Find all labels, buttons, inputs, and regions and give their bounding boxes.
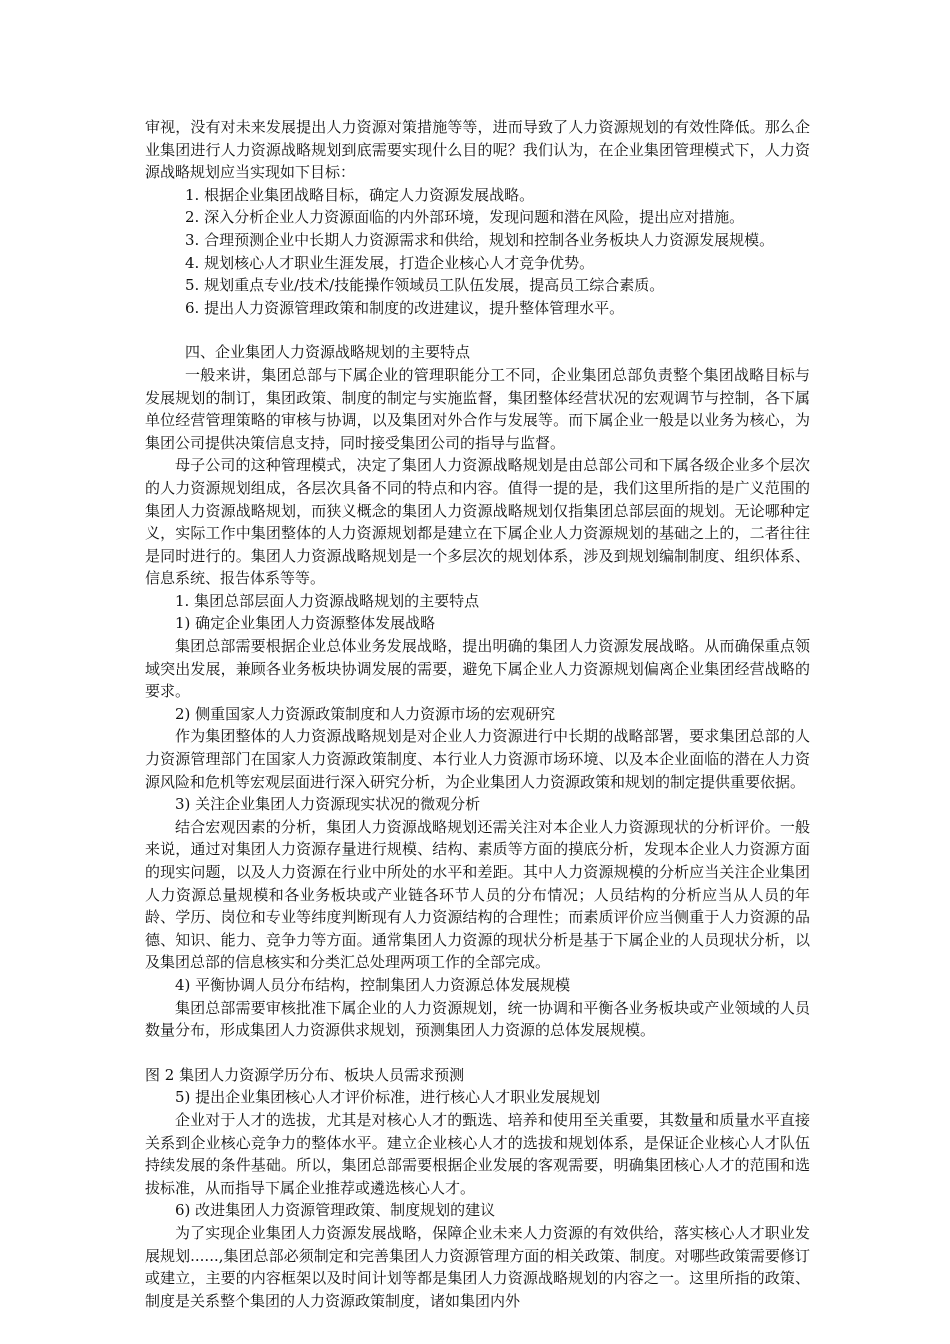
item-heading-4: 4) 平衡协调人员分布结构，控制集团人力资源总体发展规模 — [175, 975, 571, 994]
body-paragraph: 为了实现企业集团人力资源发展战略，保障企业未来人力资源的有效供给，落实核心人才职业发展规划......,集团总部必须制定和完善集团人力资源管理方面的相关政策、制度。对哪些政策需要修订或建立，主要的内容框架以及时间计划等都是集团人力资源战略规划的内容之一。这里所指的政策、制度是关系整个集团的人力资源政策制度，诸如集团内外 — [145, 1223, 810, 1310]
goal-item-1: 1. 根据企业集团战略目标，确定人力资源发展战略。 — [185, 185, 535, 204]
goal-item-5: 5. 规划重点专业/技术/技能操作领域员工队伍发展，提高员工综合素质。 — [185, 276, 665, 295]
body-paragraph: 母子公司的这种管理模式，决定了集团人力资源战略规划是由总部公司和下属各级企业多个层次的人力资源规划组成，各层次具备不同的特点和内容。值得一提的是，我们这里所指的是广义范围的集团人力资源战略规划，而狭义概念的集团人力资源战略规划仅指集团总部层面的规划。无论哪种定义，实际工作中集团整体的人力资源规划都是建立在下属企业人力资源规划的基础之上的，二者往往是同时进行的。集团人力资源战略规划是一个多层次的规划体系，涉及到规划编制制度、组织体系、信息系统、报告体系等等。 — [145, 456, 810, 588]
body-paragraph: 结合宏观因素的分析，集团人力资源战略规划还需关注对本企业人力资源现状的分析评价。一般来说，通过对集团人力资源存量进行规模、结构、素质等方面的摸底分析，发现本企业人力资源方面的现实问题，以及人力资源在行业中所处的水平和差距。其中人力资源规模的分析应当关注企业集团人力资源总量规模和各业务板块或产业链各环节人员的分布情况；人员结构的分析应当从人员的年龄、学历、岗位和专业等纬度判断现有人力资源结构的合理性；而素质评价应当侧重于人力资源的品德、知识、能力、竞争力等方面。通常集团人力资源的现状分析是基于下属企业的人员现状分析，以及集团总部的信息核实和分类汇总处理两项工作的全部完成。 — [145, 817, 810, 972]
goal-item-6: 6. 提出人力资源管理政策和制度的改进建议，提升整体管理水平。 — [185, 298, 625, 317]
section-heading-4: 四、企业集团人力资源战略规划的主要特点 — [185, 343, 471, 362]
body-paragraph: 集团总部需要根据企业总体业务发展战略，提出明确的集团人力资源发展战略。从而确保重点领域突出发展，兼顾各业务板块协调发展的需要，避免下属企业人力资源规划偏离企业集团经营战略的要求。 — [145, 637, 810, 701]
goal-item-4: 4. 规划核心人才职业生涯发展，打造企业核心人才竞争优势。 — [185, 253, 595, 272]
body-paragraph: 企业对于人才的选拔，尤其是对核心人才的甄选、培养和使用至关重要，其数量和质量水平直接关系到企业核心竞争力的整体水平。建立企业核心人才的选拔和规划体系，是保证企业核心人才队伍持续发展的条件基础。所以，集团总部需要根据企业发展的客观需要，明确集团核心人才的范围和选拔标准，从而指导下属企业推荐或遴选核心人才。 — [145, 1110, 810, 1197]
item-heading-2: 2) 侧重国家人力资源政策制度和人力资源市场的宏观研究 — [175, 704, 556, 723]
subsection-heading-1: 1. 集团总部层面人力资源战略规划的主要特点 — [175, 591, 480, 610]
document-body — [145, 116, 810, 1312]
item-heading-5: 5) 提出企业集团核心人才评价标准，进行核心人才职业发展规划 — [175, 1088, 601, 1107]
item-heading-6: 6) 改进集团人力资源管理政策、制度规划的建议 — [175, 1201, 496, 1220]
body-paragraph: 集团总部需要审核批准下属企业的人力资源规划，统一协调和平衡各业务板块或产业领域的人员数量分布，形成集团人力资源供求规划，预测集团人力资源的总体发展规模。 — [145, 998, 810, 1040]
body-paragraph: 一般来讲，集团总部与下属企业的管理职能分工不同，企业集团总部负责整个集团战略目标与发展规划的制订，集团政策、制度的制定与实施监督，集团整体经营状况的宏观调节与控制，各下属单位经营管理策略的审核与协调，以及集团对外合作与发展等。而下属企业一般是以业务为核心，为集团公司提供决策信息支持，同时接受集团公司的指导与监督。 — [145, 365, 810, 452]
goal-item-3: 3. 合理预测企业中长期人力资源需求和供给，规划和控制各业务板块人力资源发展规模。 — [185, 230, 775, 249]
figure-caption: 图 2 集团人力资源学历分布、板块人员需求预测 — [145, 1065, 465, 1084]
item-heading-3: 3) 关注企业集团人力资源现实状况的微观分析 — [175, 795, 481, 814]
body-paragraph: 作为集团整体的人力资源战略规划是对企业人力资源进行中长期的战略部署，要求集团总部的人力资源管理部门在国家人力资源政策制度、本行业人力资源市场环境、以及本企业面临的潜在人力资源风险和危机等宏观层面进行深入研究分析，为企业集团人力资源政策和规划的制定提供重要依据。 — [145, 727, 810, 791]
intro-paragraph: 审视，没有对未来发展提出人力资源对策措施等等，进而导致了人力资源规划的有效性降低。那么企业集团进行人力资源战略规划到底需要实现什么目的呢？我们认为，在企业集团管理模式下，人力资源战略规划应当实现如下目标： — [145, 118, 810, 182]
item-heading-1: 1) 确定企业集团人力资源整体发展战略 — [175, 614, 436, 633]
goal-item-2: 2. 深入分析企业人力资源面临的内外部环境，发现问题和潜在风险，提出应对措施。 — [185, 208, 745, 227]
